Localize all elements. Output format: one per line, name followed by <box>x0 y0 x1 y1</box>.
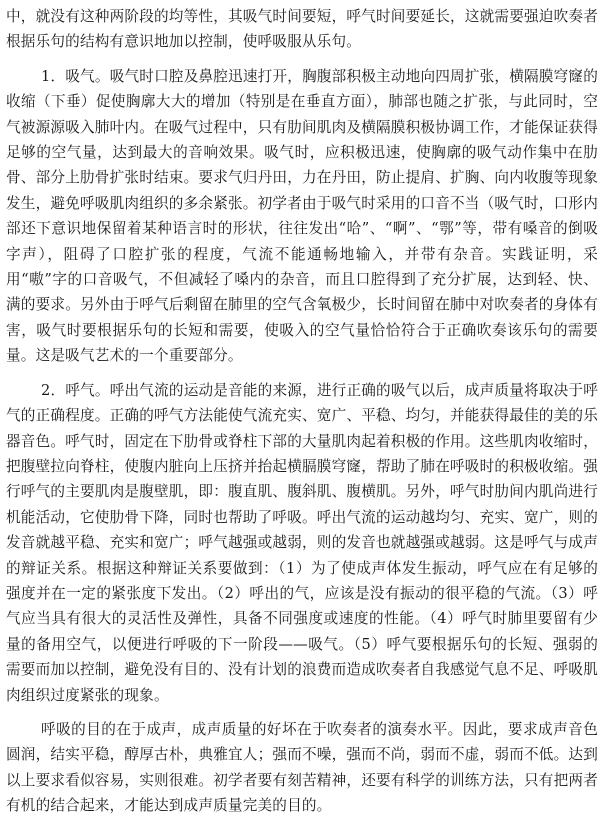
paragraph-exhalation: 2．呼气。呼出气流的运动是音能的来源，进行正确的吸气以后，成声质量将取决于呼气的正确程度。正确的呼气方法能使气流充实、宽广、平稳、均匀，并能获得最佳的美的乐器音色。呼气时，固定在下肋骨或脊柱下部的大量肌肉起着积极的作用。这些肌肉收缩时，把腹壁拉向脊柱，使腹内脏向上压挤并抬起横膈膜穹窿，帮助了肺在呼吸时的积极收缩。强行呼气的主要肌肉是腹壁肌，即：腹直肌、腹斜肌、腹横肌。另外，呼气时肋间内肌尚进行机能活动，它使肋骨下降，同时也帮助了呼吸。呼出气流的运动越均匀、充实、宽广，则的发音就越平稳、充实和宽广；呼气越强或越弱，则的发音也就越强或越弱。这是呼气与成声的辩证关系。根据这种辩证关系要做到：（1）为了使成声体发生振动，呼气应在有足够的强度并在一定的紧张度下发出。（2）呼出的气，应该是没有振动的很平稳的气流。（3）呼气应当具有很大的灵活性及弹性，具备不同强度或速度的性能。（4）呼气时肺里要留有少量的备用空气，以便进行呼吸的下一阶段——吸气。（5）呼气要根据乐句的长短、强弱的需要而加以控制，避免没有目的、没有计划的浪费而造成吹奏者自我感觉气息不足、呼吸肌肉组织过度紧张的现象。 <box>6 381 598 704</box>
paragraph-breathing-purpose: 呼吸的目的在于成声，成声质量的好坏在于吹奏者的演奏水平。因此，要求成声音色圆润，结实平稳，醇厚古朴，典雅宜人；强而不噪，强而不尚，弱而不虚，弱而不低。达到以上要求看似容易，实则很难。初学者要有刻苦精神，还要有科学的训练方法，只有把两者有机的结合起来，才能达到成声质量完美的目的。 <box>6 720 598 815</box>
paragraph-intro-continuation: 中，就没有这种两阶段的均等性，其吸气时间要短，呼气时间要延长，这就需要强迫吹奏者根据乐句的结构有意识地加以控制，使呼吸服从乐句。 <box>6 8 598 51</box>
paragraph-inhalation: 1．吸气。吸气时口腔及鼻腔迅速打开，胸腹部积极主动地向四周扩张，横隔膜穹窿的收缩（下垂）促使胸廓大大的增加（特别是在垂直方面），肺部也随之扩张，与此同时，空气被源源吸入肺叶内。在吸气过程中，只有肋间肌肉及横隔膜积极协调工作，才能保证获得足够的空气量，达到最大的音响效果。吸气时，应积极迅速，使胸廓的吸气动作集中在肋骨、部分上肋骨扩张时结束。要求气归丹田，力在丹田，防止提肩、扩胸、向内收腹等现象发生，避免呼吸肌肉组织的多余紧张。初学者由于吸气时采用的口音不当（吸气时，口形内部还下意识地保留着某种语言时的形状，往往发出“哈”、“啊”、“鄂”等，带有嗓音的倒吸字声），阻碍了口腔扩张的程度，气流不能通畅地输入，并带有杂音。实践证明，采用“嗷”字的口音吸气，不但减轻了嗓内的杂音，而且口腔得到了充分扩展，达到轻、快、满的要求。另外由于呼气后剩留在肺里的空气含氧极少，长时间留在肺中对吹奏者的身体有害，吸气时要根据乐句的长短和需要，使吸入的空气量恰恰符合于正确吹奏该乐句的需要量。这是吸气艺术的一个重要部分。 <box>6 67 598 365</box>
